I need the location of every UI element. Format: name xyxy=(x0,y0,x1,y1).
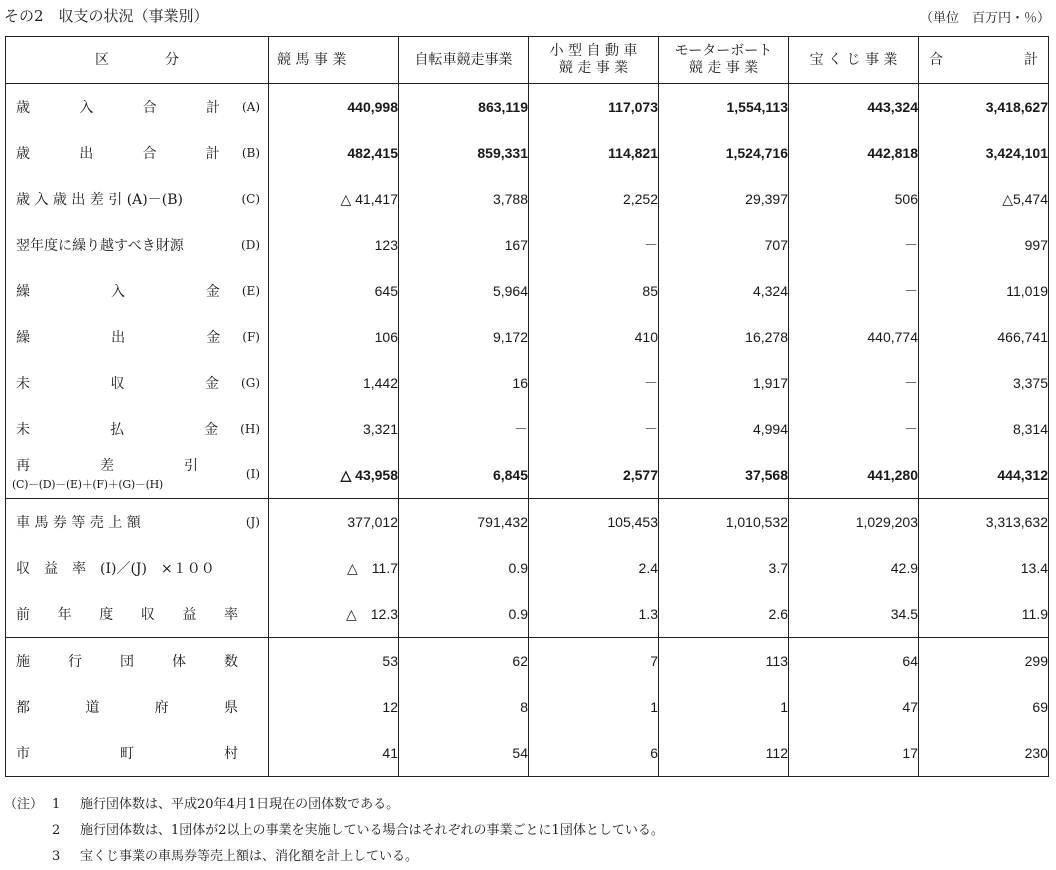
cell-value: 29,397 xyxy=(659,176,789,222)
cell-value: 440,998 xyxy=(269,84,399,131)
cell-value: 2,577 xyxy=(529,452,659,499)
cell-value: 11,019 xyxy=(919,268,1049,314)
cell-value: 2.6 xyxy=(659,591,789,638)
row-label: 市 町 村 xyxy=(16,746,238,762)
row-key: (D) xyxy=(241,238,260,252)
row-sublabel: (C)－(D)－(E)＋(F)＋(G)－(H) xyxy=(12,478,163,491)
cell-value: 41 xyxy=(269,730,399,777)
cell-value: 1 xyxy=(659,684,789,730)
cell-value: △ 41,417 xyxy=(269,176,399,222)
cell-value: 53 xyxy=(269,638,399,685)
revenue-expenditure-table xyxy=(5,36,1049,777)
cell-value: － xyxy=(399,406,529,452)
cell-value: 12 xyxy=(269,684,399,730)
table-row xyxy=(6,176,1049,222)
cell-value: 4,994 xyxy=(659,406,789,452)
cell-value: 791,432 xyxy=(399,499,529,546)
footnote-item xyxy=(4,844,664,870)
row-label: 施 行 団 体 数 xyxy=(16,654,238,670)
row-label: 車 馬 券 等 売 上 額 xyxy=(16,515,141,531)
row-label: 歳 出 合 計 xyxy=(16,146,220,162)
row-label: 翌年度に繰り越すべき財源 xyxy=(16,238,184,254)
table-row xyxy=(6,499,1049,546)
cell-value: 123 xyxy=(269,222,399,268)
cell-value: 2,252 xyxy=(529,176,659,222)
cell-value: 8 xyxy=(399,684,529,730)
cell-value: 3,788 xyxy=(399,176,529,222)
cell-value: － xyxy=(789,406,919,452)
cell-value: △ 12.3 xyxy=(269,591,399,638)
cell-value: 6 xyxy=(529,730,659,777)
row-key: (A) xyxy=(241,100,260,114)
cell-value: 997 xyxy=(919,222,1049,268)
header-motorboat: モーターボート 競 走 事 業 xyxy=(659,37,789,84)
unit-label: （単位 百万円・％） xyxy=(919,11,1050,26)
cell-value: 1 xyxy=(529,684,659,730)
row-label: 都 道 府 県 xyxy=(16,700,238,716)
cell-value: 482,415 xyxy=(269,130,399,176)
footnote-text: 施行団体数は、1団体が2以上の事業を実施している場合はそれぞれの事業ごとに1団体としている。 xyxy=(80,823,664,838)
header-jitensha: 自転車競走事業 xyxy=(399,37,529,84)
cell-value: △ 43,958 xyxy=(269,452,399,499)
cell-value: － xyxy=(529,222,659,268)
table-row xyxy=(6,684,1049,730)
cell-value: 440,774 xyxy=(789,314,919,360)
footnote-item xyxy=(4,818,664,844)
footnote-marker: （注） xyxy=(4,797,44,812)
cell-value: 1,010,532 xyxy=(659,499,789,546)
header-total: 合 計 xyxy=(919,37,1049,84)
cell-value: 64 xyxy=(789,638,919,685)
cell-value: 167 xyxy=(399,222,529,268)
cell-value: 54 xyxy=(399,730,529,777)
cell-value: 442,818 xyxy=(789,130,919,176)
cell-value: 2.4 xyxy=(529,545,659,591)
cell-value: 114,821 xyxy=(529,130,659,176)
cell-value: 4,324 xyxy=(659,268,789,314)
footnote-item xyxy=(4,792,664,818)
cell-value: 5,964 xyxy=(399,268,529,314)
cell-value: 0.9 xyxy=(399,591,529,638)
cell-value: 466,741 xyxy=(919,314,1049,360)
cell-value: 3.7 xyxy=(659,545,789,591)
cell-value: 299 xyxy=(919,638,1049,685)
cell-value: 6,845 xyxy=(399,452,529,499)
cell-value: △ 11.7 xyxy=(269,545,399,591)
cell-value: 410 xyxy=(529,314,659,360)
cell-value: 69 xyxy=(919,684,1049,730)
cell-value: 441,280 xyxy=(789,452,919,499)
cell-value: 11.9 xyxy=(919,591,1049,638)
row-label: 繰 出 金 xyxy=(16,330,221,346)
cell-value: 16 xyxy=(399,360,529,406)
cell-value: 85 xyxy=(529,268,659,314)
cell-value: 1.3 xyxy=(529,591,659,638)
table-row xyxy=(6,591,1049,638)
cell-value: 377,012 xyxy=(269,499,399,546)
table-row xyxy=(6,130,1049,176)
table-header-row xyxy=(6,37,1049,84)
cell-value: 106 xyxy=(269,314,399,360)
row-label: 未 収 金 xyxy=(16,376,220,392)
table-row xyxy=(6,222,1049,268)
row-label: 前 年 度 収 益 率 xyxy=(16,607,238,623)
cell-value: 13.4 xyxy=(919,545,1049,591)
row-key: (F) xyxy=(242,330,260,344)
cell-value: － xyxy=(789,268,919,314)
cell-value: 17 xyxy=(789,730,919,777)
header-category: 区 分 xyxy=(6,37,269,84)
header-keiba: 競 馬 事 業 xyxy=(269,37,399,84)
cell-value: △5,474 xyxy=(919,176,1049,222)
row-key: (I) xyxy=(245,467,260,481)
row-key: (G) xyxy=(241,376,260,390)
cell-value: 7 xyxy=(529,638,659,685)
cell-value: 0.9 xyxy=(399,545,529,591)
table-row xyxy=(6,638,1049,685)
header-takarakuji: 宝 く じ 事 業 xyxy=(789,37,919,84)
cell-value: 645 xyxy=(269,268,399,314)
table-row xyxy=(6,314,1049,360)
row-key: (E) xyxy=(241,284,260,298)
table-row xyxy=(6,360,1049,406)
cell-value: 8,314 xyxy=(919,406,1049,452)
row-label: 未 払 金 xyxy=(16,422,219,438)
cell-value: 3,375 xyxy=(919,360,1049,406)
table-row xyxy=(6,545,1049,591)
cell-value: － xyxy=(789,222,919,268)
row-label: 再 差 引 xyxy=(16,458,198,474)
page-title: その2 収支の状況（事業別） xyxy=(4,7,209,25)
cell-value: 443,324 xyxy=(789,84,919,131)
cell-value: 113 xyxy=(659,638,789,685)
row-key: (C) xyxy=(241,192,260,206)
header-kogata: 小 型 自 動 車 競 走 事 業 xyxy=(529,37,659,84)
cell-value: 863,119 xyxy=(399,84,529,131)
cell-value: 3,321 xyxy=(269,406,399,452)
cell-value: － xyxy=(789,360,919,406)
cell-value: 34.5 xyxy=(789,591,919,638)
cell-value: 112 xyxy=(659,730,789,777)
cell-value: 117,073 xyxy=(529,84,659,131)
footnote-text: 宝くじ事業の車馬券等売上額は、消化額を計上している。 xyxy=(80,849,419,864)
row-key: (J) xyxy=(245,515,260,529)
row-label: 繰 入 金 xyxy=(16,284,220,300)
cell-value: 1,524,716 xyxy=(659,130,789,176)
cell-value: 444,312 xyxy=(919,452,1049,499)
cell-value: 1,554,113 xyxy=(659,84,789,131)
cell-value: 1,917 xyxy=(659,360,789,406)
footnote-text: 施行団体数は、平成20年4月1日現在の団体数である。 xyxy=(80,797,400,812)
footnote-number: 2 xyxy=(52,823,61,838)
footnote-number: 1 xyxy=(52,797,61,812)
cell-value: － xyxy=(529,360,659,406)
cell-value: 1,442 xyxy=(269,360,399,406)
cell-value: 16,278 xyxy=(659,314,789,360)
table-row xyxy=(6,84,1049,131)
cell-value: 105,453 xyxy=(529,499,659,546)
cell-value: 1,029,203 xyxy=(789,499,919,546)
cell-value: 707 xyxy=(659,222,789,268)
row-label: 歳 入 合 計 xyxy=(16,100,220,116)
footnotes xyxy=(4,792,664,870)
cell-value: 859,331 xyxy=(399,130,529,176)
cell-value: 3,418,627 xyxy=(919,84,1049,131)
cell-value: 230 xyxy=(919,730,1049,777)
cell-value: 37,568 xyxy=(659,452,789,499)
row-label: 収 益 率 (I)／(J) ×１００ xyxy=(16,561,215,577)
cell-value: 42.9 xyxy=(789,545,919,591)
table-row xyxy=(6,452,1049,499)
footnote-number: 3 xyxy=(52,849,61,864)
cell-value: 47 xyxy=(789,684,919,730)
cell-value: 9,172 xyxy=(399,314,529,360)
table-row xyxy=(6,268,1049,314)
cell-value: － xyxy=(529,406,659,452)
row-key: (B) xyxy=(241,146,260,160)
cell-value: 3,424,101 xyxy=(919,130,1049,176)
row-key: (H) xyxy=(240,422,260,436)
cell-value: 506 xyxy=(789,176,919,222)
row-label: 歳 入 歳 出 差 引 (A)－(B) xyxy=(16,192,183,208)
table-row xyxy=(6,406,1049,452)
table-row xyxy=(6,730,1049,777)
cell-value: 62 xyxy=(399,638,529,685)
cell-value: 3,313,632 xyxy=(919,499,1049,546)
